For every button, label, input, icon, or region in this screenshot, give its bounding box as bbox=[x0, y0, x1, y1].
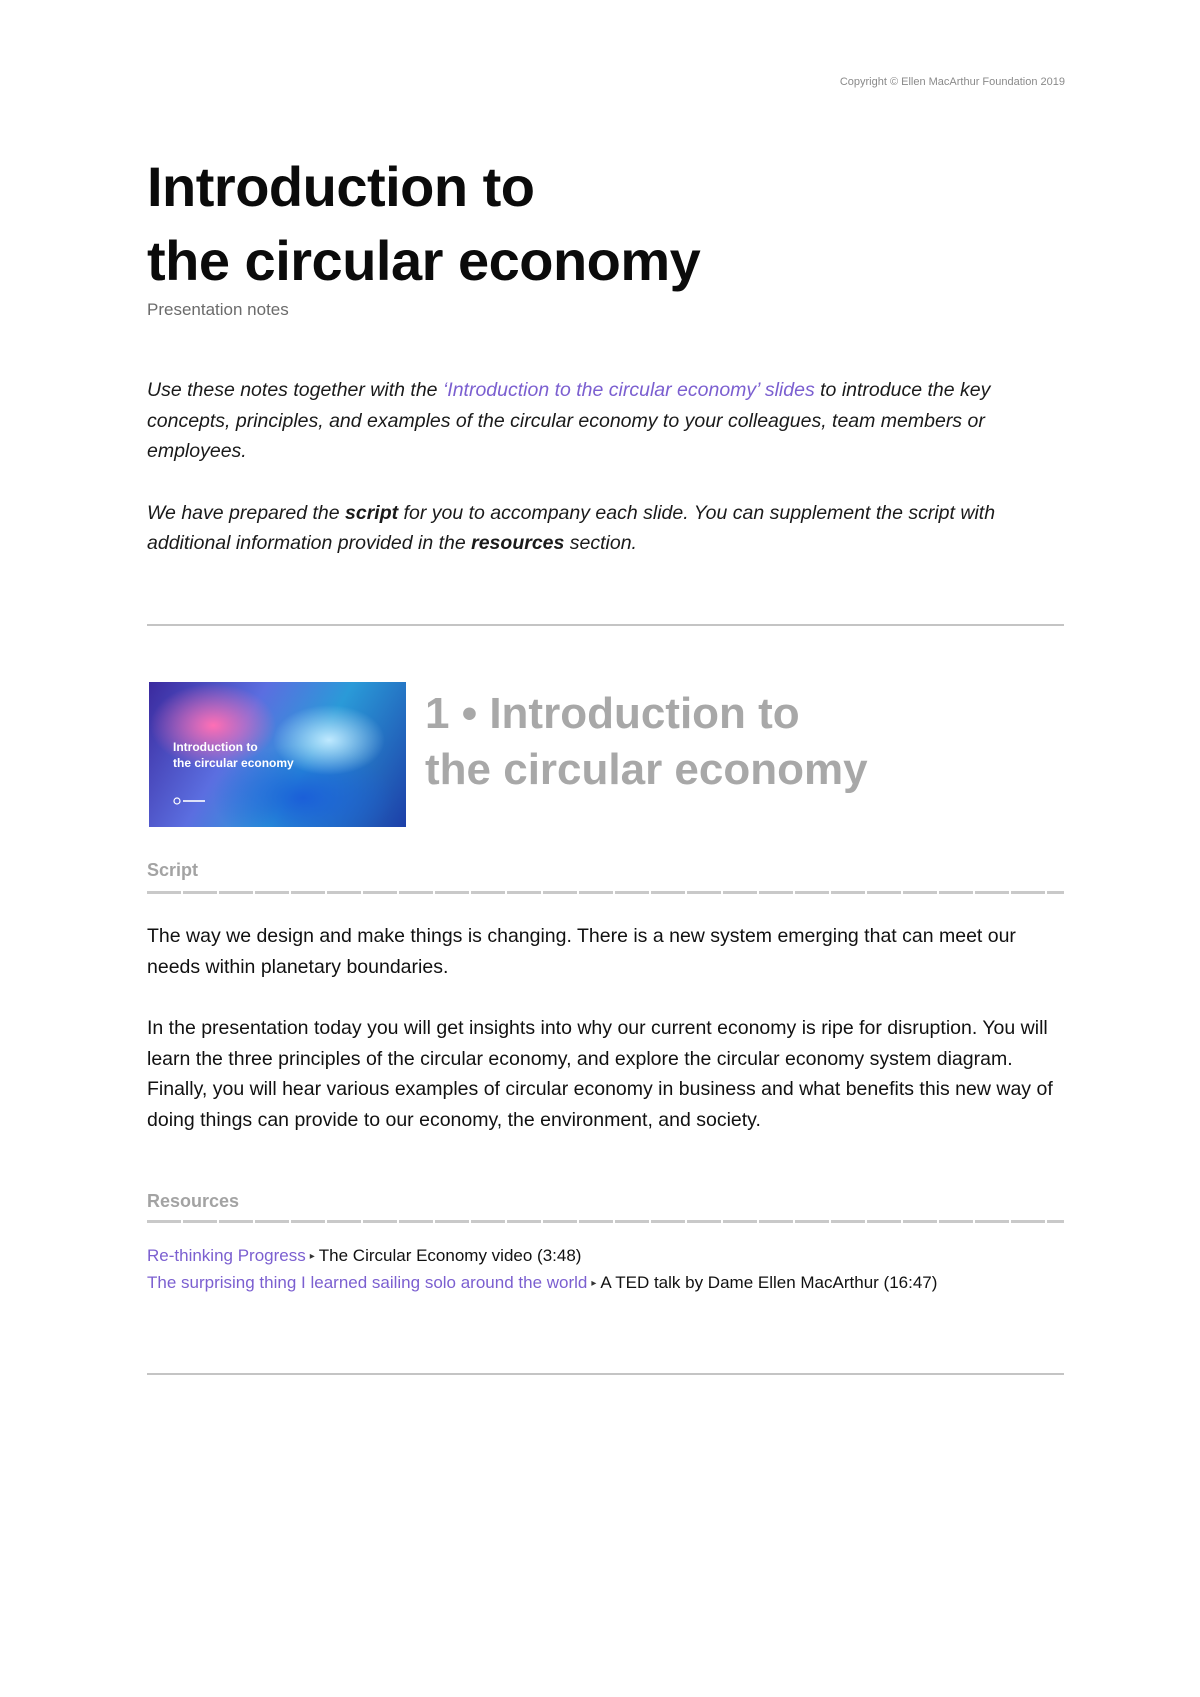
slide-heading-line-2: the circular economy bbox=[425, 745, 868, 794]
arrow-right-icon: ▸ bbox=[309, 1251, 315, 1262]
document-title-line-1: Introduction to bbox=[147, 155, 535, 218]
resources-list bbox=[147, 1243, 937, 1297]
resource-link[interactable]: The surprising thing I learned sailing solo around the world bbox=[147, 1273, 588, 1292]
slide-heading bbox=[425, 686, 868, 798]
document-title-line-2: the circular economy bbox=[147, 229, 701, 292]
script-label: Script bbox=[147, 860, 199, 880]
intro-text-segment: section. bbox=[564, 532, 637, 554]
resource-item bbox=[147, 1270, 937, 1297]
resources-label: Resources bbox=[147, 1191, 240, 1211]
resource-item bbox=[147, 1243, 937, 1270]
document-subtitle: Presentation notes bbox=[147, 300, 289, 319]
script-divider bbox=[147, 891, 1064, 894]
slide-heading-line-1: 1 • Introduction to bbox=[425, 689, 800, 738]
intro-text-segment: Use these notes together with the bbox=[147, 379, 443, 401]
slide-thumbnail-title-line-1: Introduction to bbox=[173, 740, 258, 754]
script-paragraph: The way we design and make things is changing. There is a new system emerging that can meet our needs within planetary boundaries. bbox=[147, 925, 1016, 978]
copyright-notice: Copyright © Ellen MacArthur Foundation 2019 bbox=[839, 76, 1065, 88]
slides-link[interactable]: ‘Introduction to the circular economy’ slides bbox=[442, 379, 815, 401]
intro-text bbox=[147, 375, 1067, 590]
resources-divider bbox=[147, 1220, 1064, 1223]
slide-thumbnail-title bbox=[173, 739, 294, 771]
arrow-right-icon: ▸ bbox=[591, 1278, 597, 1289]
section-divider-top bbox=[147, 624, 1064, 626]
intro-text-segment: We have prepared the bbox=[147, 501, 346, 524]
foundation-logo-icon bbox=[173, 797, 207, 805]
intro-paragraph-1 bbox=[147, 375, 1067, 467]
resource-link[interactable]: Re-thinking Progress bbox=[147, 1246, 306, 1265]
resources-keyword: resources bbox=[471, 532, 565, 554]
script-text bbox=[147, 921, 1067, 1166]
resource-description: The Circular Economy video (3:48) bbox=[318, 1246, 582, 1265]
intro-text-segment: for you to accompany each slide. You can supplement the script with additional information provided in the bbox=[147, 501, 996, 554]
script-keyword: script bbox=[345, 501, 399, 524]
document-title bbox=[147, 150, 700, 298]
resource-description: A TED talk by Dame Ellen MacArthur (16:47) bbox=[600, 1273, 938, 1292]
intro-paragraph-2 bbox=[147, 498, 1067, 559]
script-paragraph: In the presentation today you will get insights into why our current economy is ripe for disruption. You will learn the three principles of the circular economy, and explore the circular economy system diagram. Finally, you will hear various examples of circular economy in business and what benefits this new way of doing things can provide to our economy, the environment, and society. bbox=[147, 1017, 1053, 1131]
slide-thumbnail bbox=[149, 682, 406, 827]
intro-text-segment: to introduce the key concepts, principles, and examples of the circular economy to your colleagues, team members or employees. bbox=[147, 379, 991, 462]
slide-thumbnail-title-line-2: the circular economy bbox=[173, 756, 294, 770]
section-divider-bottom bbox=[147, 1373, 1064, 1375]
